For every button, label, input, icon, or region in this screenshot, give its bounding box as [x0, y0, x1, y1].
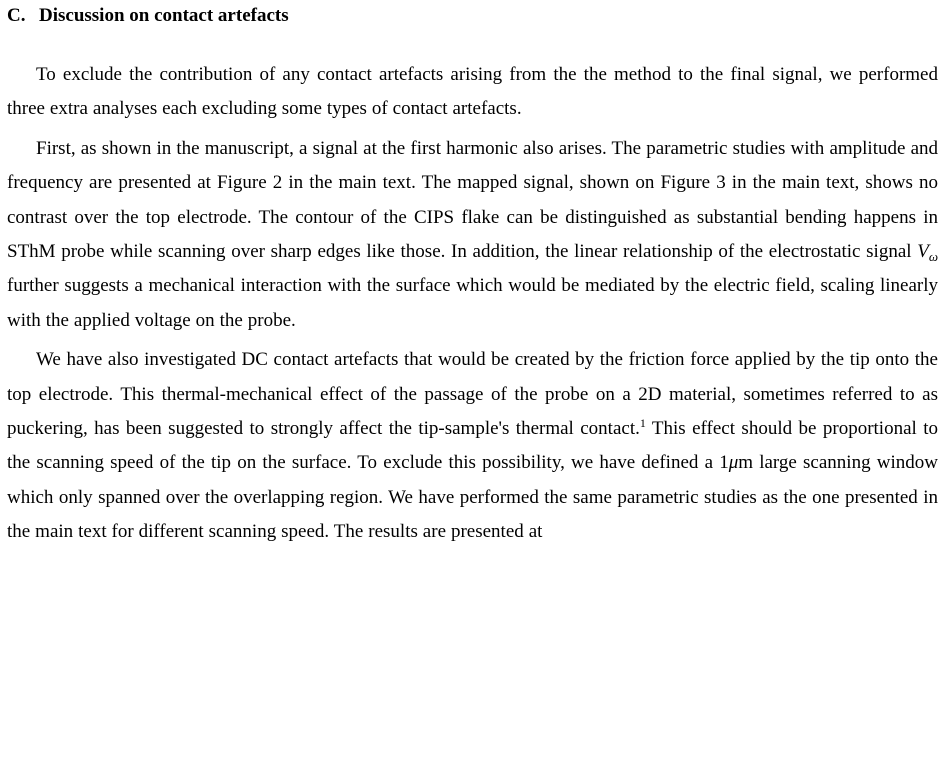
paragraph-3-text-before: We have also investigated DC contact artefacts that would be created by the friction force applied by the tip onto the top electrode. This thermal-mechanical effect of the passage of the probe on a 2D material, sometimes referred to as puckering, has been suggested to strongly affect the tip-sample's thermal contact. — [7, 349, 938, 440]
paragraph-3-text-after: m large scanning window which only spanned over the overlapping region. We have performed the same parametric studies as the one presented in the main text for different scanning speed. The results are presented at — [7, 452, 938, 543]
paragraph-2-text-after: further suggests a mechanical interaction with the surface which would be mediated by the electric field, scaling linearly with the applied voltage on the probe. — [7, 275, 938, 331]
section-letter: C. — [7, 5, 26, 26]
voltage-symbol: V — [917, 241, 929, 263]
paragraph-3-text-middle: This effect should be proportional to the scanning speed of the tip on the surface. To exclude this possibility, we have defined a 1 — [7, 418, 938, 474]
paragraph-2 — [7, 132, 938, 338]
micro-symbol: μ — [728, 452, 739, 474]
citation-1[interactable]: 1 — [639, 416, 646, 431]
section-title: Discussion on contact artefacts — [39, 5, 289, 26]
paragraph-1-text: To exclude the contribution of any contact artefacts arising from the the method to the final signal, we performed three extra analyses each excluding some types of contact artefacts. — [7, 64, 938, 120]
section-heading — [7, 0, 938, 30]
paragraph-2-text-before: First, as shown in the manuscript, a signal at the first harmonic also arises. The parametric studies with amplitude and frequency are presented at Figure 2 in the main text. The mapped signal, shown on Figure 3 in the main text, shows no contrast over the top electrode. The contour of the CIPS flake can be distinguished as substantial bending happens in SThM probe while scanning over sharp edges like those. In addition, the linear relationship of the electrostatic signal — [7, 137, 938, 263]
paragraph-1 — [7, 58, 938, 127]
voltage-subscript: ω — [928, 249, 938, 265]
paragraph-3 — [7, 343, 938, 549]
